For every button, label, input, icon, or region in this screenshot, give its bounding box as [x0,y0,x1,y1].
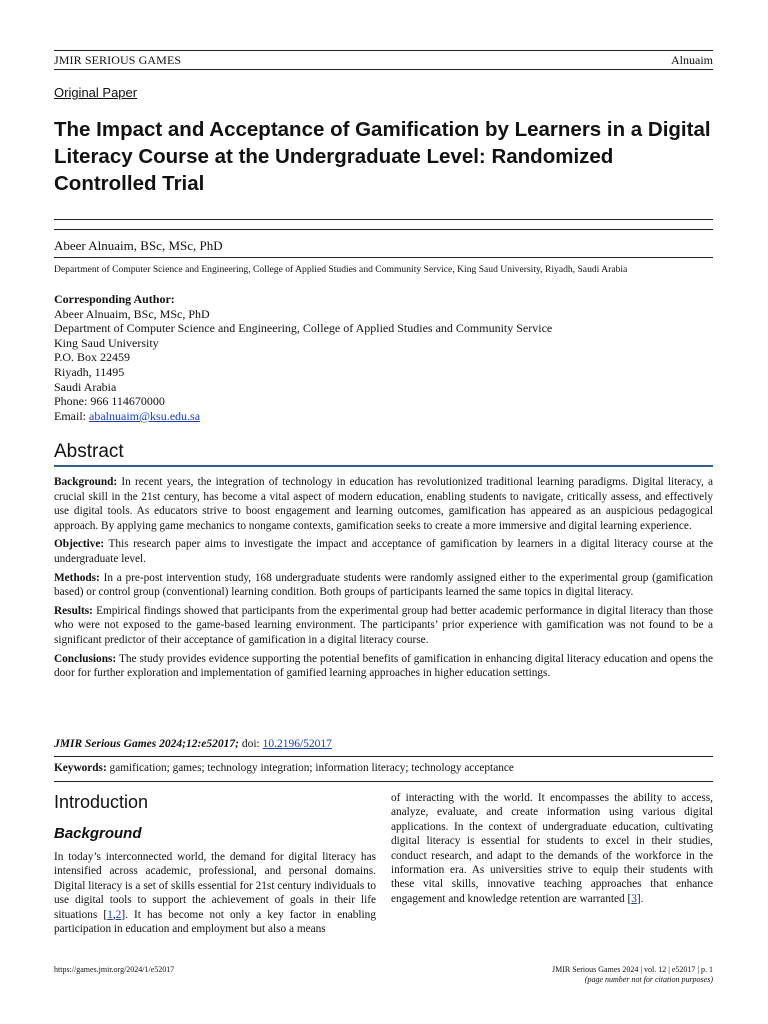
corresponding-line: Riyadh, 11495 [54,364,125,379]
citation-text: JMIR Serious Games 2024;12:e52017; [54,738,239,750]
intro-right-text: of interacting with the world. It encompasses the ability to access, analyze, evaluate, and create information using various digital applications. In the context of undergraduate education, cultivating digital literacy is essential for students to excel in their studies, conduct research, and adapt to the demands of the workforce in the information era. As universities strive to equip their students with these vital skills, innovative teaching approaches that enhance engagement and knowledge retention are warranted [ [391,792,713,905]
objective-text: This research paper aims to investigate the impact and acceptance of gamification by learners in a digital literacy course at the undergraduate level. [54,538,714,565]
keywords-text: gamification; games; technology integration; information literacy; technology acceptance [109,762,514,774]
citation-line [54,738,332,750]
results-label: Results: [54,604,93,617]
background-heading: Background [54,825,142,842]
abstract-background [54,475,713,533]
abstract-objective [54,537,713,566]
keywords-line [54,762,514,774]
abstract-rule [54,465,713,467]
methods-label: Methods: [54,571,100,584]
introduction-heading: Introduction [54,792,149,812]
running-author: Alnuaim [671,53,713,67]
objective-label: Objective: [54,538,105,551]
intro-left-text-cont: ]. It has become not only a key factor in enabling participation in education and employment but also a means [54,908,376,936]
footer-url: https://games.jmir.org/2024/1/e52017 [54,965,175,974]
corresponding-heading: Corresponding Author: [54,292,175,306]
email-link[interactable]: abalnuaim@ksu.edu.sa [89,408,201,423]
corresponding-line: Abeer Alnuaim, BSc, MSc, PhD [54,306,210,321]
ref-2-link[interactable]: 2 [115,908,122,921]
ref-3-link[interactable]: 3 [631,892,637,905]
corresponding-line: P.O. Box 22459 [54,350,131,365]
corresponding-line: Department of Computer Science and Engineering, College of Applied Studies and Community Service [54,321,553,336]
background-label: Background: [54,476,118,488]
abstract-methods [54,571,713,600]
intro-left-column [54,850,376,936]
ref-1-link[interactable]: 1 [107,908,113,921]
intro-left-text: In today’s interconnected world, the demand for digital literacy has intensified across academic, professional, and personal domains. Digital literacy is a set of skills essential for 21st century individuals to use digital tools to support the achievement of goals in their life situations [ [54,851,376,921]
corresponding-author-block [54,292,552,423]
page-title: The Impact and Acceptance of Gamification by Learners in a Digital Literacy Course at the Undergraduate Level: Randomized Controlled Trial [54,118,711,195]
ref-separator: , [112,908,116,921]
email-line [54,409,552,424]
conclusions-text: The study provides evidence supporting the potential benefits of gamification in enhancing digital literacy education and opens the door for further exploration and implementation of gamified learning approaches in higher education settings. [54,652,713,680]
affiliation: Department of Computer Science and Engineering, College of Applied Studies and Community Service, King Saud University, Riyadh, Saudi Arabia [54,264,628,275]
header-rule [54,50,713,51]
background-text: In recent years, the integration of technology in education has revolutionized traditional learning paradigms. Digital literacy, a crucial skill in the 21st century, has become a vital aspect of modern education, enabling students to navigate, critically assess, and effectively use digital tools. As educators strive to boost engagement and learning outcomes, gamification has appeared as an auspicious pedagogical approach. By applying game mechanics to nongame contexts, gamification seeks to create a more immersive and digital learning experience. [54,476,714,532]
corresponding-line: Saudi Arabia [54,379,117,394]
corresponding-line: Phone: 966 114670000 [54,394,165,409]
author-rule [54,257,713,258]
abstract-conclusions [54,652,713,681]
intro-right-column [391,791,713,906]
keywords-rule [54,781,713,782]
abstract-body [54,475,713,685]
footer-page-info: JMIR Serious Games 2024 | vol. 12 | e52017 | p. 1 [551,965,713,974]
author-name: Abeer Alnuaim, BSc, MSc, PhD [54,238,223,253]
header-bottom-rule [54,69,713,70]
results-text: Empirical findings showed that participants from the experimental group had better academic performance in digital literacy than those who were not exposed to the game-based learning environment. The participants’ prior experience with gamification was not found to be a significant predictor of their acceptance of gamification in a digital literacy course. [54,604,713,646]
conclusions-label: Conclusions: [54,652,117,665]
keywords-label: Keywords: [54,762,107,774]
article-type: Original Paper [54,85,138,100]
footer-page-note: (page number not for citation purposes) [584,975,713,984]
doi-link[interactable]: 10.2196/52017 [262,738,332,750]
methods-text: In a pre-post intervention study, 168 undergraduate students were randomly assigned either to the experimental group (gamification based) or control group (conventional) learning condition. Both groups of participants learned the same topics in digital literacy. [54,571,714,599]
email-label: Email: [54,408,89,423]
intro-right-text-end: ]. [636,892,644,905]
abstract-heading: Abstract [54,441,124,462]
abstract-results [54,604,713,648]
citation-rule [54,756,713,757]
doi-label: doi: [238,738,263,750]
corresponding-line: King Saud University [54,335,159,350]
title-rule-bottom [54,229,713,230]
title-rule-top [54,219,713,220]
journal-name: JMIR SERIOUS GAMES [54,53,182,67]
